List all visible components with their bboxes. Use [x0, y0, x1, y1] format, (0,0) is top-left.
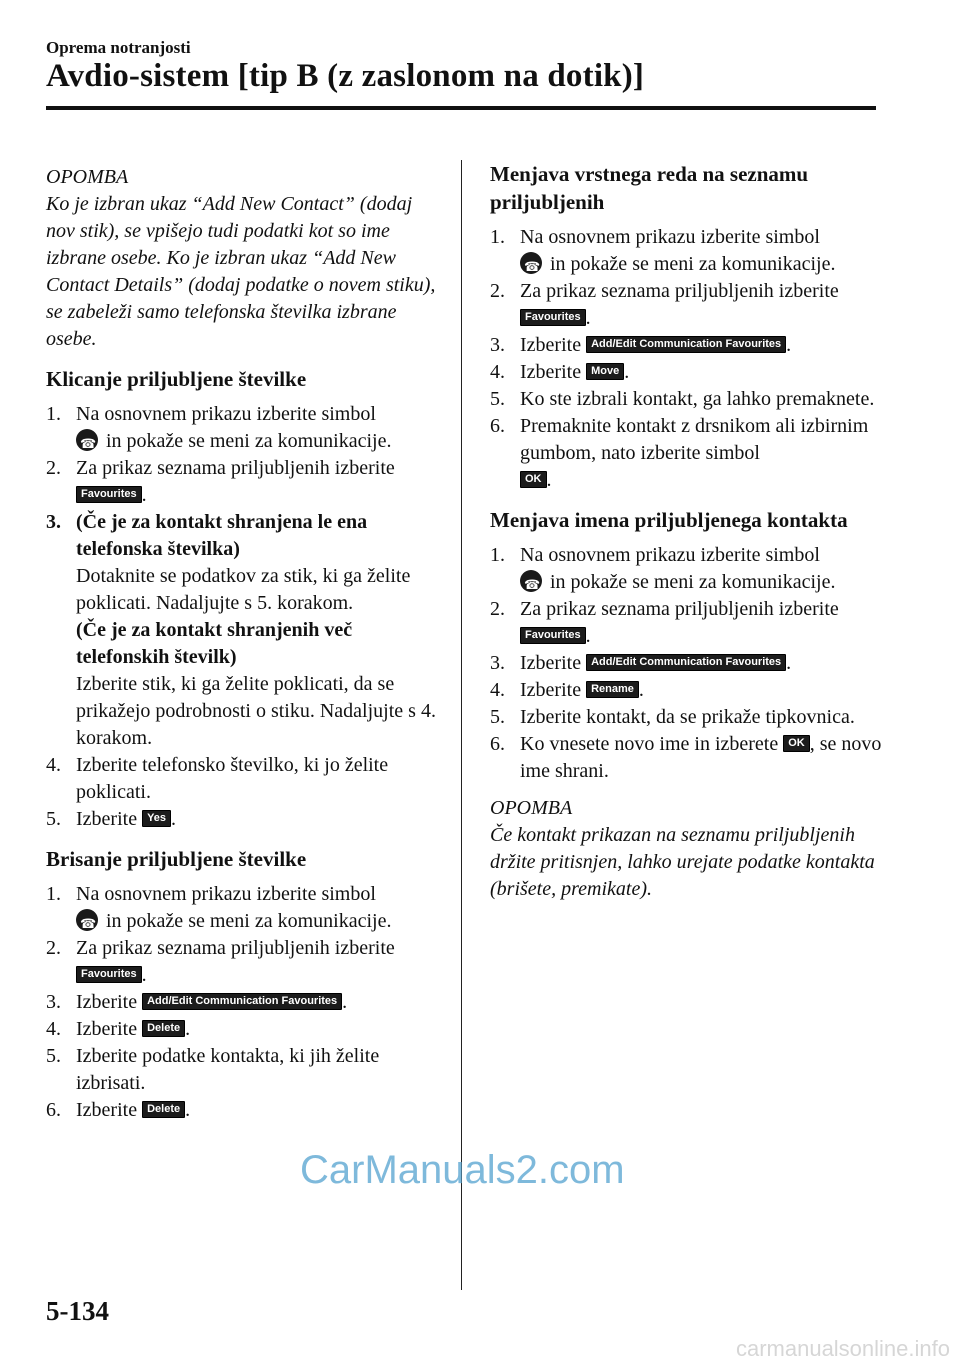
- step-number: 3.: [46, 511, 61, 533]
- step-number: 2.: [490, 598, 505, 620]
- condition-text: (Če je za kontakt shranjenih več telefonskih številk): [76, 619, 353, 668]
- step-number: 2.: [490, 280, 505, 302]
- step-text: Za prikaz seznama priljubljenih izberite: [520, 598, 839, 620]
- add-edit-favourites-button: Add/Edit Communication Favourites: [142, 993, 342, 1010]
- step-text: Izberite podatke kontakta, ki jih želite izbrisati.: [76, 1045, 380, 1094]
- punctuation: .: [185, 1018, 191, 1040]
- step-text: Izberite: [76, 991, 138, 1013]
- favourites-button: Favourites: [76, 966, 142, 983]
- section-title: Klicanje priljubljene številke: [46, 367, 307, 391]
- punctuation: .: [171, 808, 177, 830]
- punctuation: .: [342, 991, 348, 1013]
- step-number: 4.: [46, 754, 61, 776]
- step-text: , se novo ime shrani.: [520, 733, 882, 782]
- note-heading: OPOMBA: [490, 797, 573, 819]
- ok-button: OK: [520, 471, 547, 488]
- page-title: Avdio-sistem [tip B (z zaslonom na dotik)]: [46, 58, 645, 94]
- step: [46, 1097, 438, 1124]
- move-button: Move: [586, 363, 624, 380]
- step-text: Ko vnesete novo ime in izberete: [520, 733, 779, 755]
- step: [490, 224, 890, 278]
- section-header: Oprema notranjosti: [46, 38, 191, 57]
- step-text: Na osnovnem prikazu izberite simbol: [76, 883, 376, 905]
- step: [46, 401, 438, 455]
- section-title: Menjava imena priljubljenega kontakta: [490, 508, 848, 532]
- step-text: in pokaže se meni za komunikacije.: [106, 430, 392, 452]
- punctuation: .: [141, 964, 147, 986]
- condition-text: (Če je za kontakt shranjena le ena telefonska številka): [76, 511, 368, 560]
- step: [490, 704, 890, 731]
- step-text: Premaknite kontakt z drsnikom ali izbirnim gumbom, nato izberite simbol: [520, 415, 869, 464]
- step-number: 3.: [46, 991, 61, 1013]
- step-number: 4.: [46, 1018, 61, 1040]
- phone-icon: [520, 252, 542, 274]
- column-divider: [461, 160, 462, 1290]
- step-number: 6.: [490, 415, 505, 437]
- right-column: [490, 160, 890, 903]
- section-title: Menjava vrstnega reda na seznamu priljubljenih: [490, 162, 809, 214]
- favourites-button: Favourites: [520, 309, 586, 326]
- step-number: 2.: [46, 937, 61, 959]
- header-rule: [46, 106, 876, 110]
- step-number: 1.: [46, 403, 61, 425]
- step: [490, 677, 890, 704]
- step: [46, 1016, 438, 1043]
- step-number: 2.: [46, 457, 61, 479]
- favourites-button: Favourites: [76, 486, 142, 503]
- step-text: Izberite: [520, 679, 582, 701]
- step: [490, 386, 890, 413]
- step-text: Izberite: [520, 361, 582, 383]
- punctuation: .: [624, 361, 630, 383]
- phone-icon: [76, 429, 98, 451]
- step-number: 4.: [490, 361, 505, 383]
- step: [490, 359, 890, 386]
- step: [46, 881, 438, 935]
- step: [46, 935, 438, 989]
- step: [46, 806, 438, 833]
- note-heading: OPOMBA: [46, 166, 129, 188]
- step-number: 5.: [46, 808, 61, 830]
- step-text: Izberite: [520, 334, 582, 356]
- section-title: Brisanje priljubljene številke: [46, 847, 307, 871]
- step-number: 3.: [490, 652, 505, 674]
- step: [46, 509, 438, 752]
- phone-icon: [520, 570, 542, 592]
- yes-button: Yes: [142, 810, 171, 827]
- step-number: 3.: [490, 334, 505, 356]
- step: [46, 455, 438, 509]
- phone-icon: [76, 909, 98, 931]
- step-text: Dotaknite se podatkov za stik, ki ga želite poklicati. Nadaljujte s 5. korakom.: [76, 565, 411, 614]
- step: [46, 1043, 438, 1097]
- step: [490, 650, 890, 677]
- step-number: 6.: [46, 1099, 61, 1121]
- delete-button: Delete: [142, 1101, 185, 1118]
- step-text: Izberite: [76, 808, 138, 830]
- page-number: 5-134: [46, 1296, 109, 1326]
- step-text: in pokaže se meni za komunikacije.: [106, 910, 392, 932]
- step: [490, 332, 890, 359]
- step-text: Izberite stik, ki ga želite poklicati, da se prikažejo podrobnosti o stiku. Nadaljujte s 4. korakom.: [76, 673, 436, 749]
- step-text: in pokaže se meni za komunikacije.: [550, 253, 836, 275]
- add-edit-favourites-button: Add/Edit Communication Favourites: [586, 336, 786, 353]
- step-text: Izberite: [76, 1018, 138, 1040]
- left-column: [46, 160, 438, 1124]
- step: [490, 278, 890, 332]
- note-body: Ko je izbran ukaz “Add New Contact” (dodaj nov stik), se vpišejo tudi podatki kot so ime izbrane osebe. Ko je izbran ukaz “Add New Contact Details” (dodaj podatke o novem stiku), se zabeleži samo telefonska številka izbrane osebe.: [46, 193, 436, 350]
- punctuation: .: [585, 625, 591, 647]
- punctuation: .: [786, 652, 792, 674]
- step-text: Za prikaz seznama priljubljenih izberite: [520, 280, 839, 302]
- step-text: Izberite: [76, 1099, 138, 1121]
- step: [490, 731, 890, 785]
- step-number: 4.: [490, 679, 505, 701]
- step-text: Na osnovnem prikazu izberite simbol: [520, 226, 820, 248]
- step-text: Izberite: [520, 652, 582, 674]
- step-text: Ko ste izbrali kontakt, ga lahko premaknete.: [520, 388, 875, 410]
- step-text: Na osnovnem prikazu izberite simbol: [520, 544, 820, 566]
- step-number: 6.: [490, 733, 505, 755]
- punctuation: .: [141, 484, 147, 506]
- delete-button: Delete: [142, 1020, 185, 1037]
- punctuation: .: [585, 307, 591, 329]
- step-text: Izberite kontakt, da se prikaže tipkovnica.: [520, 706, 855, 728]
- step: [490, 413, 890, 494]
- step-number: 1.: [46, 883, 61, 905]
- footer-watermark: carmanualsonline.info: [735, 1336, 950, 1361]
- step: [46, 752, 438, 806]
- step-text: Za prikaz seznama priljubljenih izberite: [76, 457, 395, 479]
- punctuation: .: [185, 1099, 191, 1121]
- note-body: Če kontakt prikazan na seznamu priljubljenih držite pritisnjen, lahko urejate podatke kontakta (brišete, premikate).: [490, 824, 875, 900]
- punctuation: .: [638, 679, 644, 701]
- step-text: in pokaže se meni za komunikacije.: [550, 571, 836, 593]
- add-edit-favourites-button: Add/Edit Communication Favourites: [586, 654, 786, 671]
- step-number: 5.: [490, 388, 505, 410]
- favourites-button: Favourites: [520, 627, 586, 644]
- watermark: CarManuals2.com: [300, 1148, 625, 1192]
- step-number: 1.: [490, 544, 505, 566]
- step-text: Za prikaz seznama priljubljenih izberite: [76, 937, 395, 959]
- step-number: 5.: [46, 1045, 61, 1067]
- step-text: Izberite telefonsko številko, ki jo želite poklicati.: [76, 754, 389, 803]
- punctuation: .: [546, 469, 552, 491]
- step: [490, 542, 890, 596]
- step-number: 5.: [490, 706, 505, 728]
- step: [490, 596, 890, 650]
- ok-button: OK: [783, 735, 810, 752]
- step: [46, 989, 438, 1016]
- step-number: 1.: [490, 226, 505, 248]
- punctuation: .: [786, 334, 792, 356]
- rename-button: Rename: [586, 681, 639, 698]
- step-text: Na osnovnem prikazu izberite simbol: [76, 403, 376, 425]
